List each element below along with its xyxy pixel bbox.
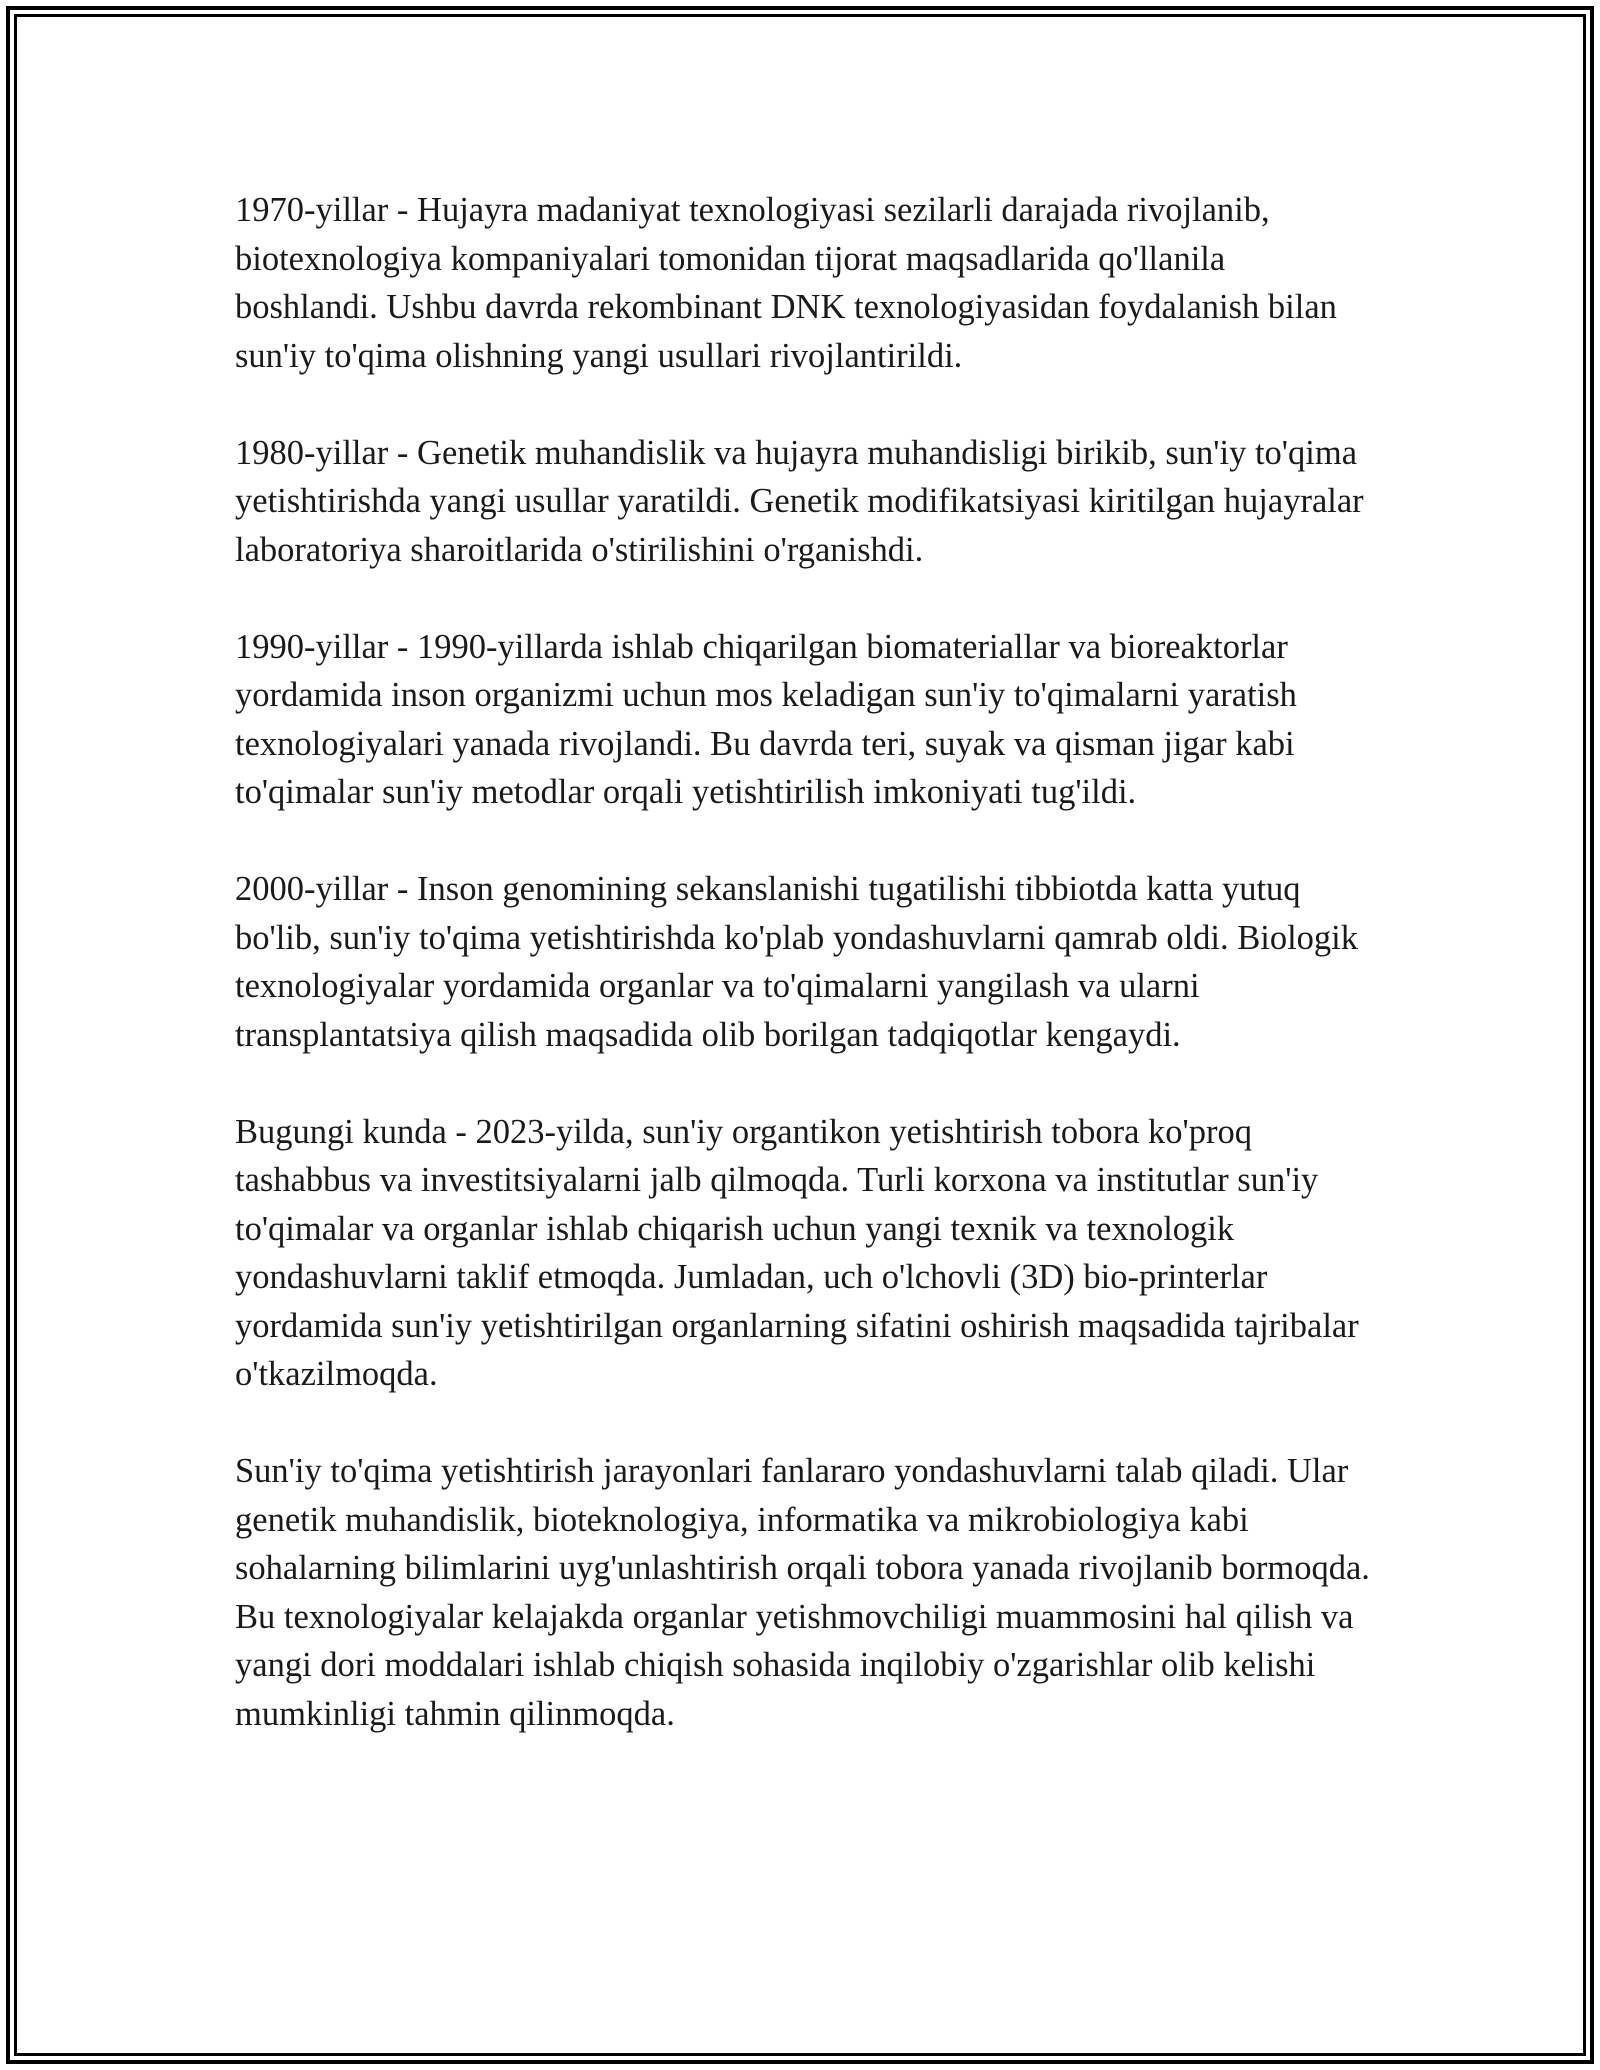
paragraph-conclusion: Sun'iy to'qima yetishtirish jarayonlari fanlararo yondashuvlarni talab qiladi. Ular genetik muhandislik, bioteknologiya, informatika va mikrobiologiya kabi sohalarning bilimlarini uyg'unlashtirish orqali tobora yanada rivojlanib bormoqda. Bu texnologiyalar kelajakda organlar yetishmovchiligi muammosini hal qilish va yangi dori moddalari ishlab chiqish sohasida inqilobiy o'zgarishlar olib kelishi mumkinligi tahmin qilinmoqda. xyxy=(235,1452,1370,1733)
paragraph-today: Bugungi kunda - 2023-yilda, sun'iy organtikon yetishtirish tobora ko'proq tashabbus va investitsiyalarni jalb qilmoqda. Turli korxona va institutlar sun'iy to'qimalar va organlar ishlab chiqarish uchun yangi texnik va texnologik yondashuvlarni taklif etmoqda. Jumladan, uch o'lchovli (3D) bio-printerlar yordamida sun'iy yetishtirilgan organlarning sifatini oshirish maqsadida tajribalar o'tkazilmoqda. xyxy=(235,1112,1359,1393)
paragraph-1970s: 1970-yillar - Hujayra madaniyat texnologiyasi sezilarli darajada rivojlanib, biotexnologiya kompaniyalari tomonidan tijorat maqsadlarida qo'llanila boshlandi. Ushbu davrda rekombinant DNK texnologiyasidan foydalanish bilan sun'iy to'qima olishning yangi usullari rivojlantirildi. xyxy=(235,191,1337,375)
paragraph-2000s: 2000-yillar - Inson genomining sekanslanishi tugatilishi tibbiotda katta yutuq bo'lib, sun'iy to'qima yetishtirishda ko'plab yondashuvlarni qamrab oldi. Biologik texnologiyalar yordamida organlar va to'qimalarni yangilash va ularni transplantatsiya qilish maqsadida olib borilgan tadqiqotlar kengaydi. xyxy=(235,870,1359,1054)
document-body xyxy=(235,186,1370,1787)
paragraph-1980s: 1980-yillar - Genetik muhandislik va hujayra muhandisligi birikib, sun'iy to'qima yetishtirishda yangi usullar yaratildi. Genetik modifikatsiyasi kiritilgan hujayralar laboratoriya sharoitlarida o'stirilishini o'rganishdi. xyxy=(235,433,1364,569)
paragraph-1990s: 1990-yillar - 1990-yillarda ishlab chiqarilgan biomateriallar va bioreaktorlar yordamida inson organizmi uchun mos keladigan sun'iy to'qimalarni yaratish texnologiyalari yanada rivojlandi. Bu davrda teri, suyak va qisman jigar kabi to'qimalar sun'iy metodlar orqali yetishtirilish imkoniyati tug'ildi. xyxy=(235,627,1297,811)
